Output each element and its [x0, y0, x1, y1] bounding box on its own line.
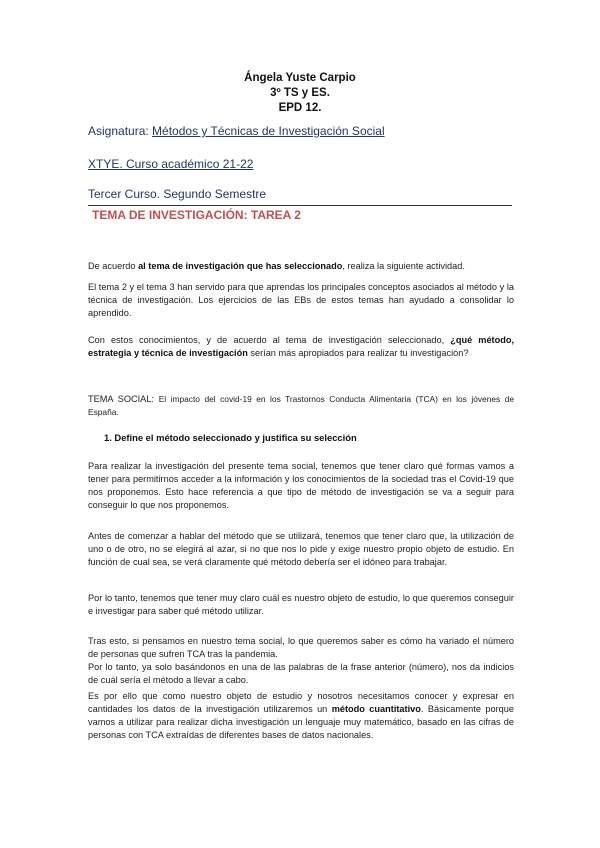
body-paragraph-4: Tras esto, si pensamos en nuestro tema social, lo que queremos saber es cómo ha variado el número de personas que sufren TCA tras la pandemia.	[88, 636, 514, 659]
header-divider	[88, 205, 512, 206]
instruction-paragraph-1: De acuerdo al tema de investigación que has seleccionado, realiza la siguiente actividad.	[88, 261, 465, 271]
course-group: 3º TS y ES.	[270, 87, 330, 99]
body-paragraph-1: Para realizar la investigación del presente tema social, tenemos que tener claro qué formas vamos a tener para permitirnos acceder a la información y los conocimientos de la sociedad tras el Covid-19 que nos proponemos. Esto hace referencia a que tipo de método de investigación se va a seguir para conseguir lo que nos proponemos.	[88, 461, 514, 510]
epd-number: EPD 12.	[278, 102, 322, 114]
subject-line	[88, 124, 385, 138]
research-topic-heading: TEMA DE INVESTIGACIÓN: TAREA 2	[92, 208, 301, 222]
social-topic: TEMA SOCIAL: El impacto del covid-19 en los Trastornos Conducta Alimentaria (TCA) en los jóvenes de España.	[88, 394, 515, 417]
subject-label: Asignatura:	[88, 124, 149, 138]
instruction-paragraph-2: El tema 2 y el tema 3 han servido para que aprendas los principales conceptos asociados al método y la técnica de investigación. Los ejercicios de las EBs de estos temas han ayudado a consolidar lo aprendido.	[88, 282, 514, 318]
body-paragraph-2: Antes de comenzar a hablar del método que se utilizará, tenemos que tener claro que, la utilización de uno o de otro, no se elegirá al azar, si no que nos lo pide y exige nuestro propio objeto de estudio. En función de cual sea, se verá claramente qué método debería ser el idóneo para trabajar.	[88, 531, 514, 567]
subject-title: Métodos y Técnicas de Investigación Social	[152, 124, 385, 138]
body-paragraph-6: Es por ello que como nuestro objeto de estudio y nosotros necesitamos conocer y expresar en cantidades los datos de la investigación utilizaremos un método cuantitativo. Básicamente porque vamos a utilizar para realizar dicha investigación un lenguaje muy matemático, basado en las cifras de personas con TCA extraídas de diferentes bases de datos nacionales.	[88, 691, 514, 740]
academic-year: XTYE. Curso académico 21-22	[88, 157, 254, 171]
course-semester: Tercer Curso. Segundo Semestre	[88, 187, 267, 201]
instruction-paragraph-3: Con estos conocimientos, y de acuerdo al tema de investigación seleccionado, ¿qué método, estrategia y técnica de investigación serían más apropiados para realizar tu investigación?	[88, 335, 515, 358]
body-paragraph-5: Por lo tanto, ya solo basándonos en una de las palabras de la frase anterior (número), nos da indicios de cuál sería el método a llevar a cabo.	[88, 662, 514, 685]
section-1-heading: 1. Define el método seleccionado y justifica su selección	[104, 432, 357, 443]
body-paragraph-3: Por lo tanto, tenemos que tener muy claro cuál es nuestro objeto de estudio, lo que queremos conseguir e investigar para saber qué método utilizar.	[88, 593, 514, 616]
author-name: Ángela Yuste Carpio	[244, 72, 356, 84]
